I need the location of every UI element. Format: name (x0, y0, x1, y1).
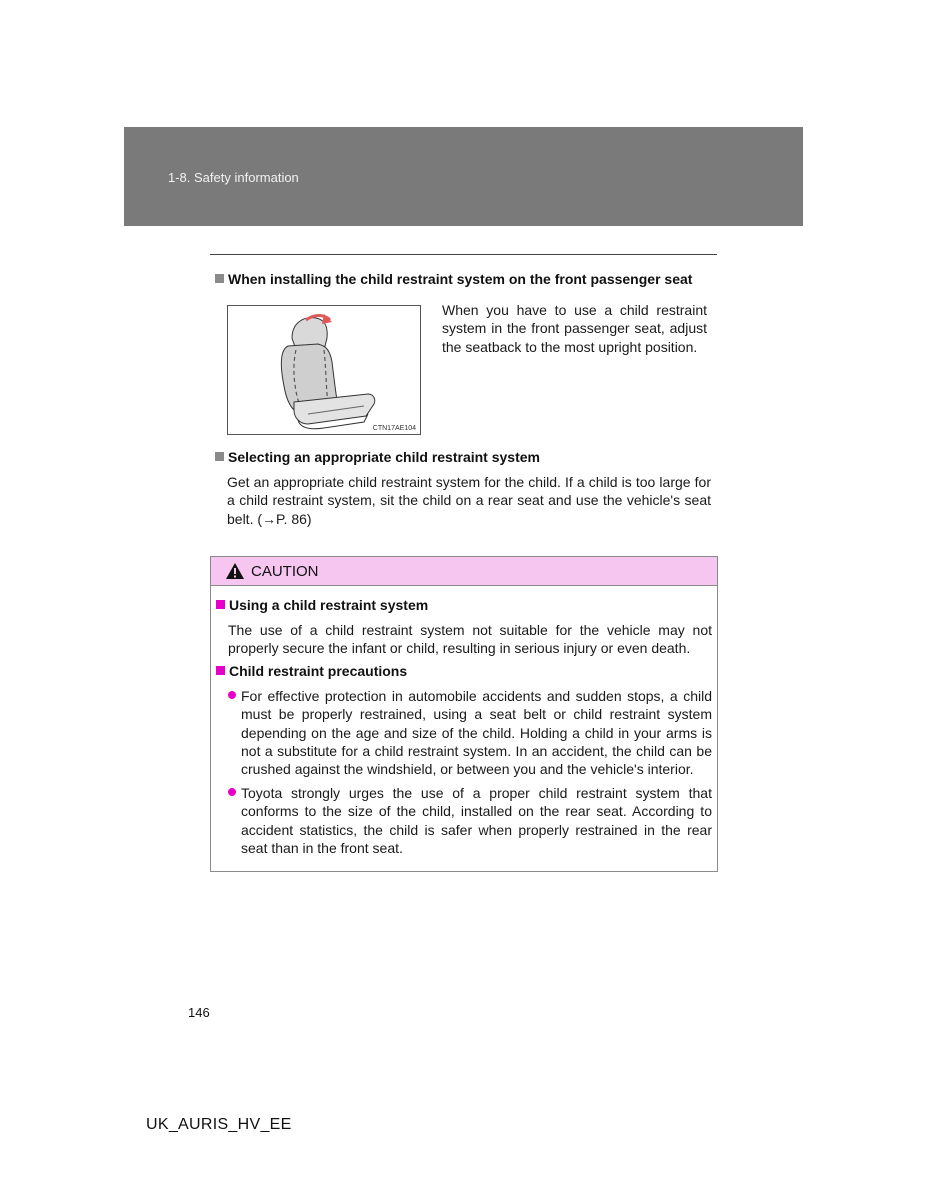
front-seat-instruction: When you have to use a child restraint system in the front passenger seat, adjust the seatback to the most upright position. (442, 302, 707, 355)
caution-heading-text: Using a child restraint system (229, 597, 429, 613)
caution-title: CAUTION (251, 563, 319, 580)
caution-bullet: For effective protection in automobile accidents and sudden stops, a child must be properly restrained, using a seat belt or child restraint system depending on the age and size of the child. Holding a child in your arms is not a substitute for a child restraint system. In an accident, the child can be crushed against the windshield, or between you and the vehicle's interior. (241, 688, 712, 778)
section-heading-text: When installing the child restraint system on the front passenger seat (228, 271, 693, 287)
seat-illustration (227, 305, 421, 435)
section-heading-text: Selecting an appropriate child restraint system (228, 449, 540, 465)
section-heading-front-seat (215, 271, 692, 287)
figure-code: CTN17AE104 (372, 425, 416, 432)
caution-heading-using (216, 597, 428, 613)
top-divider (210, 254, 717, 255)
section-label: 1-8. Safety information (168, 170, 299, 185)
caution-header (211, 557, 717, 586)
warning-triangle-icon (225, 562, 245, 580)
caution-using-text: The use of a child restraint system not suitable for the vehicle may not properly secure the infant or child, resulting in serious injury or even death. (228, 622, 712, 657)
selecting-paragraph: Get an appropriate child restraint system for the child. If a child is too large for a child restraint system, sit the child on a rear seat and use the vehicle's seat belt. (→P. 86) (227, 474, 711, 527)
page-number: 146 (188, 1005, 210, 1020)
section-heading-selecting (215, 449, 540, 465)
square-bullet-icon (216, 600, 225, 609)
circle-bullet-icon (228, 691, 236, 699)
square-bullet-icon (216, 666, 225, 675)
caution-box (210, 556, 718, 872)
caution-heading-precautions (216, 663, 407, 679)
square-bullet-icon (215, 274, 224, 283)
circle-bullet-icon (228, 788, 236, 796)
caution-bullet: Toyota strongly urges the use of a proper child restraint system that conforms to the size of the child, installed on the rear seat. According to accident statistics, the child is safer when properly restrained in the rear seat than in the front seat. (241, 785, 712, 856)
caution-heading-text: Child restraint precautions (229, 663, 408, 679)
document-code: UK_AURIS_HV_EE (146, 1116, 292, 1133)
chapter-header-band (124, 127, 803, 226)
square-bullet-icon (215, 452, 224, 461)
car-seat-icon (228, 306, 420, 434)
